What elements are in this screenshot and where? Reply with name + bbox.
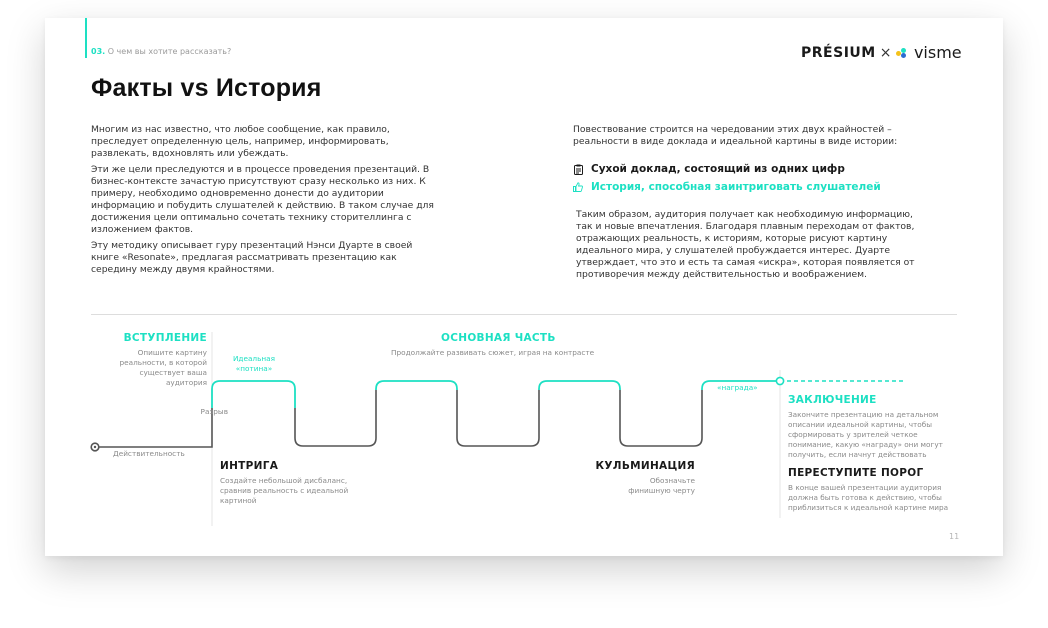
ideal-label: Идеальная «потина»: [232, 354, 276, 373]
facts-label: Сухой доклад, состоящий из одних цифр: [591, 163, 845, 175]
intrigue-title: ИНТРИГА: [220, 460, 279, 472]
threshold-text: В конце вашей презентации аудитория должна быть готова к действию, чтобы приблизиться к идеальной картине мира: [788, 483, 949, 512]
section-number: 03.: [91, 47, 106, 56]
main-text: Продолжайте развивать сюжет, играя на контрасте: [391, 348, 595, 357]
left-paragraph-2: Эти же цели преследуются и в процессе проведения презентаций. В бизнес-контексте зачастую присутствуют сразу несколько из них. К примеру, необходимо одновременно донести до аудитории информацию и побудить слушателей к действию. В таком случае для достижения цели оптимально сочетать технику сторителлинга с изложением фактов.: [91, 164, 434, 235]
conclusion-text: Закончите презентацию на детальном описании идеальной картины, чтобы сформировать у зрителей четкое понимание, какую «награду» они могут получить, если начнут действовать: [788, 410, 943, 459]
reality-label: Действительность: [113, 449, 185, 458]
section-title: О чем вы хотите рассказать?: [107, 47, 232, 56]
right-intro: Повествование строится на чередовании этих двух крайностей – реальности в виде доклада и идеальной картины в виде истории:: [573, 124, 898, 147]
main-title: ОСНОВНАЯ ЧАСТЬ: [441, 332, 556, 344]
left-paragraph-1: Многим из нас известно, что любое сообщение, как правило, преследует определенную цель, например, информировать, развлекать, вдохновлять или убеждать.: [91, 124, 390, 159]
reward-point: [776, 377, 783, 384]
slide: [45, 18, 1003, 556]
threshold-title: ПЕРЕСТУПИТЕ ПОРОГ: [788, 467, 924, 479]
conclusion-title: ЗАКЛЮЧЕНИЕ: [788, 394, 877, 406]
intro-title: ВСТУПЛЕНИЕ: [123, 332, 207, 344]
left-paragraph-3: Эту методику описывает гуру презентаций Нэнси Дуарте в своей книге «Resonate», предлагая рассматривать презентацию как середину между двумя крайностями.: [91, 240, 413, 275]
ideal-segment-1: [212, 381, 295, 408]
story-label: История, способная заинтриговать слушателей: [591, 181, 881, 193]
right-body: Таким образом, аудитория получает как необходимую информацию, так и новые впечатления. Благодаря плавным переходам от фактов, отражающих реальность, к историям, которые рисуют картину идеального мира, у слушателей пробуждается интерес. Дуарте утверждает, что это и есть та самая «искра», которая появляется от противоречия между действительностью и воображением.: [576, 209, 915, 280]
visme-wordmark: visme: [913, 43, 962, 62]
ideal-segment-3: [539, 381, 620, 390]
intrigue-text: Создайте небольшой дисбаланс, сравнив реальность с идеальной картиной: [220, 476, 349, 505]
reward-label: «награда»: [717, 383, 758, 392]
climax-title: КУЛЬМИНАЦИЯ: [595, 460, 695, 472]
intro-text: Опишите картину реальности, в которой существует ваша аудитория: [119, 348, 207, 387]
brand-separator: ×: [879, 44, 892, 61]
reality-line: [95, 390, 702, 447]
ideal-segment-2: [376, 381, 457, 390]
page-number: 11: [949, 532, 960, 541]
gap-label: Разрыв: [200, 407, 228, 416]
page-title: Факты vs История: [91, 74, 322, 102]
climax-text: Обозначьте финишную черту: [628, 476, 695, 495]
presium-wordmark: PRÉSIUM: [801, 44, 876, 61]
